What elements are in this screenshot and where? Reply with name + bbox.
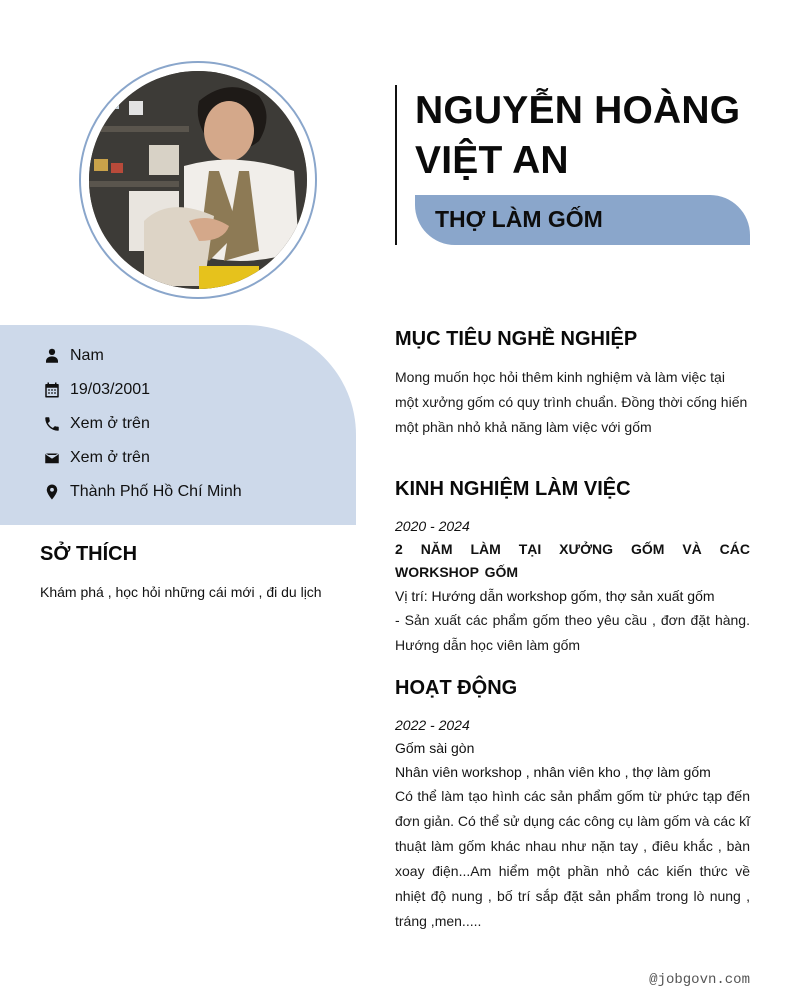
contact-gender-value: Nam — [70, 347, 104, 364]
avatar — [89, 71, 307, 289]
job-title: THỢ LÀM GỐM — [435, 206, 603, 232]
hobbies-title: SỞ THÍCH — [40, 543, 138, 565]
avatar-photo-illustration — [89, 71, 307, 289]
calendar-icon — [42, 380, 62, 400]
activities-description: Có thể làm tạo hình các sản phẩm gốm từ phức tạp đến đơn giản. Có thể sử dụng các công cụ làm gốm và các kĩ thuật làm gốm khác nhau như nặn tay , điêu khắc , bàn xoay điện...Am hiểm một phần nhỏ các kiến thức về nhiệt độ nung , bố trí sắp đặt sản phẩm trong lò nung , tráng ,men..... — [395, 788, 750, 929]
phone-icon — [42, 414, 62, 434]
name-line-2: VIỆT AN — [415, 139, 569, 182]
contact-address-value: Thành Phố Hồ Chí Minh — [70, 483, 242, 500]
activities-organization: Gốm sài gòn — [395, 740, 475, 756]
location-pin-icon — [42, 482, 62, 502]
objective-title: MỤC TIÊU NGHỀ NGHIỆP — [395, 328, 638, 350]
experience-title: KINH NGHIỆM LÀM VIỆC — [395, 478, 631, 500]
experience-period: 2020 - 2024 — [395, 518, 470, 534]
job-title-badge — [415, 195, 750, 245]
contact-email-value: Xem ở trên — [70, 449, 150, 466]
contact-phone-value: Xem ở trên — [70, 415, 150, 432]
experience-description: - Sản xuất các phẩm gốm theo yêu cầu , đơn đặt hàng. Hướng dẫn học viên làm gốm — [395, 612, 750, 653]
name-line-1: NGUYỄN HOÀNG — [415, 89, 741, 132]
objective-text: Mong muốn học hỏi thêm kinh nghiệm và làm việc tại một xưởng gốm có quy trình chuẩn. Đồng thời cống hiến một phần nhỏ khả năng làm việc với gốm — [395, 369, 748, 435]
contact-email — [42, 446, 150, 470]
name-accent-bar — [395, 85, 397, 245]
candidate-name — [415, 86, 775, 186]
avatar-frame — [79, 61, 317, 299]
contact-address — [42, 480, 242, 504]
hobbies-text: Khám phá , học hỏi những cái mới , đi du lịch — [40, 584, 322, 600]
watermark: @jobgovn.com — [649, 972, 750, 988]
experience-position: Vị trí: Hướng dẫn workshop gốm, thợ sản xuất gốm — [395, 588, 715, 604]
contact-gender — [42, 344, 104, 368]
contact-phone — [42, 412, 150, 436]
contact-birthdate-value: 19/03/2001 — [70, 381, 151, 398]
experience-heading: 2 NĂM LÀM TẠI XƯỞNG GỐM VÀ CÁC WORKSHOP GỐM — [395, 541, 750, 580]
activities-title: HOẠT ĐỘNG — [395, 677, 518, 699]
mail-icon — [42, 448, 62, 468]
contact-birthdate — [42, 378, 150, 402]
activities-role: Nhân viên workshop , nhân viên kho , thợ làm gốm — [395, 764, 711, 780]
activities-period: 2022 - 2024 — [395, 717, 470, 733]
person-icon — [42, 346, 62, 366]
